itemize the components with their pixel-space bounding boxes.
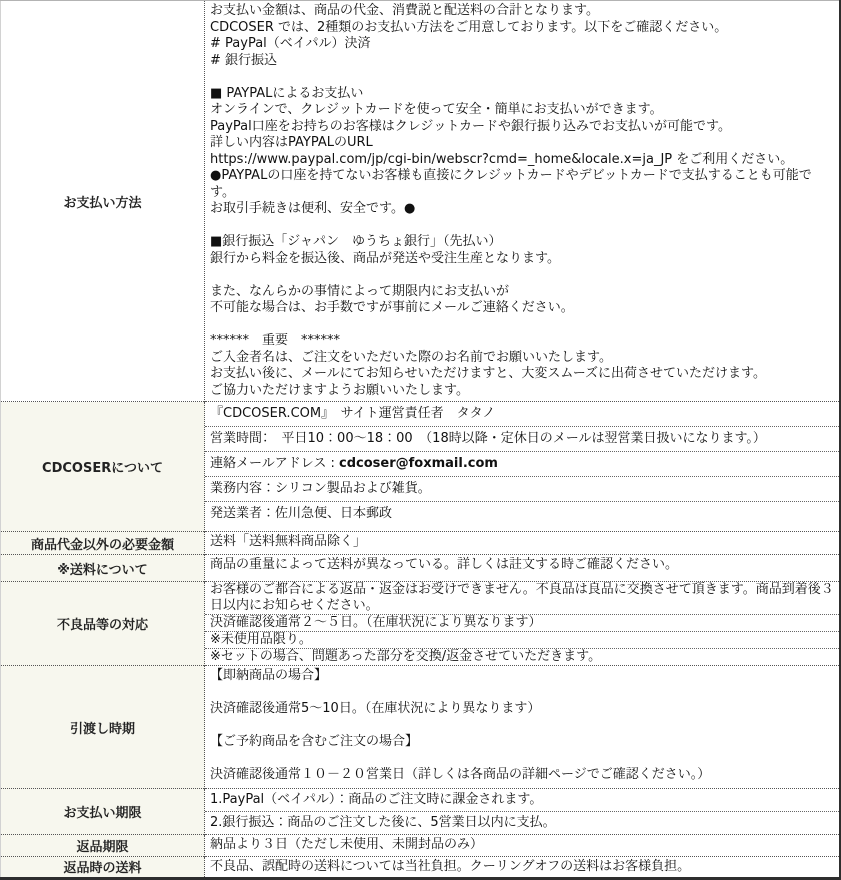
row-header-delivery-time: 引渡し時期 [1, 666, 205, 789]
text-line: 決済確認後通常5～10日。（在庫状況により異なります） [210, 701, 541, 716]
return-shipping-content [205, 856, 841, 879]
table-row [1, 555, 841, 582]
text-line: 納品より３日（ただし未使用、未開封品のみ） [210, 837, 484, 852]
extra-fees-content [205, 532, 841, 555]
row-header-return-deadline: 返品期限 [1, 835, 205, 857]
payment-method-content [205, 1, 841, 402]
text-line: ■ PAYPALによるお支払い [210, 85, 364, 101]
table-row [1, 856, 841, 879]
table-row [1, 835, 841, 857]
contact-email-label: 連絡メールアドレス : [210, 456, 339, 471]
blank-line [210, 685, 834, 702]
table-row [1, 1, 841, 402]
return-policy-row: お客様のご都合による返品・返金はお受けできません。不良品は良品に交換させて頂きます。商品到着後３日以内にお知らせください。 [205, 582, 839, 615]
defect-policy-content [205, 582, 841, 666]
text-line: ご協力いただけますようお願いいたします。 [210, 382, 469, 398]
payment-deadline-content [205, 789, 841, 835]
blank-line [210, 218, 834, 235]
blank-line [210, 751, 834, 768]
row-header-return-shipping: 返品時の送料 [1, 856, 205, 879]
text-line: 銀行から料金を振込後、商品が発送や受注生産となります。 [210, 250, 560, 266]
business-description-row: 業務内容：シリコン製品および雑貨。 [205, 477, 839, 502]
return-deadline-content [205, 835, 841, 857]
row-header-payment-deadline: お支払い期限 [1, 789, 205, 835]
text-line: 不良品、誤配時の送料については当社負担。クーリングオフの送料はお客様負担。 [210, 858, 691, 874]
blank-line [210, 69, 834, 86]
text-line: # 銀行振込 [210, 52, 278, 68]
table-row [1, 666, 841, 789]
text-line: お支払い後に、メールにてお知らせいただけますと、大変スムーズに出荷させていただけます。 [210, 366, 767, 381]
text-line: 決済確認後通常１０－２０営業日（詳しくは各商品の詳細ページでご確認ください。） [210, 767, 711, 782]
text-line: オンラインで、クレジットカードを使って安全・簡単にお支払いができます。 [210, 102, 663, 117]
unused-only-row: ※未使用品限り。 [205, 632, 839, 649]
table-row [1, 582, 841, 666]
table-row [1, 402, 841, 532]
row-header-payment-method: お支払い方法 [1, 1, 205, 402]
text-line: ●PAYPALの口座を持てないお客様も直接にクレジットカードやデビットカードで支払することも可能です。 [210, 168, 812, 200]
row-header-shipping-note: ※送料について [1, 555, 205, 582]
row-header-about-cdcoser: CDCOSERについて [1, 402, 205, 532]
text-line: # PayPal（ベイパル）決済 [210, 36, 371, 51]
blank-line [210, 317, 834, 334]
row-header-extra-fees: 商品代金以外の必要金額 [1, 532, 205, 555]
processing-time-row: 決済確認後通常２～５日。（在庫状況により異なります） [205, 615, 839, 632]
text-line: また、なんらかの事情によって期限内にお支払いが [210, 283, 510, 299]
paypal-deadline-row: 1.PayPal（ベイパル）：商品のご注文時に課金されます。 [205, 789, 839, 812]
text-line: ご入金者名は、ご注文をいただいた際のお名前でお願いいたします。 [210, 349, 612, 365]
text-line: ■銀行振込「ジャパン ゆうちょ銀行」（先払い） [210, 234, 502, 249]
text-line: 商品の重量によって送料が異なっている。詳しくは註文する時ご確認ください。 [210, 557, 679, 572]
contact-email: cdcoser@foxmail.com [339, 456, 498, 471]
text-line: お取引手続きは便利、安全です。● [210, 201, 416, 216]
paypal-url-text[interactable]: https://www.paypal.com/jp/cgi-bin/webscr?cmd=_home&locale.x=ja_JP をご利用ください。 [210, 151, 794, 167]
about-cdcoser-content [205, 402, 841, 532]
text-line: ****** 重要 ****** [210, 333, 341, 348]
shipping-note-content [205, 555, 841, 582]
set-exchange-row: ※セットの場合、問題あった部分を交換/返金させていただきます。 [210, 649, 602, 664]
site-manager-row: 『CDCOSER.COM』 サイト運営責任者 タタノ [205, 402, 839, 427]
table-row [1, 789, 841, 835]
shipping-carrier-row: 発送業者：佐川急便、日本郵政 [210, 506, 393, 521]
row-header-defect-policy: 不良品等の対応 [1, 582, 205, 666]
text-line: 【即納商品の場合】 [210, 668, 328, 683]
contact-email-row [205, 452, 839, 477]
text-line: CDCOSER では、2種類のお支払い方法をご用意しております。以下をご確認ください。 [210, 19, 728, 35]
text-line: 詳しい内容はPAYPALのURL [210, 135, 373, 150]
text-line: PayPal口座をお持ちのお客様はクレジットカードや銀行振り込みでお支払いが可能です。 [210, 118, 731, 134]
business-hours-row: 営業時間： 平日10：00～18：00 （18時以降・定休日のメールは翌営業日扱いになります。） [205, 427, 839, 452]
blank-line [210, 718, 834, 735]
bank-deadline-row: 2.銀行振込：商品のご注文した後に、5営業日以内に支払。 [210, 815, 556, 830]
text-line: 【ご予約商品を含むご注文の場合】 [210, 734, 419, 749]
delivery-time-content [205, 666, 841, 789]
table-row [1, 532, 841, 555]
blank-line [210, 267, 834, 284]
text-line: 送料「送料無料商品除く」 [210, 534, 367, 549]
text-line: お支払い金額は、商品の代金、消費説と配送料の合計となります。 [210, 3, 599, 18]
text-line: 不可能な場合は、お手数ですが事前にメールご連絡ください。 [210, 300, 574, 315]
